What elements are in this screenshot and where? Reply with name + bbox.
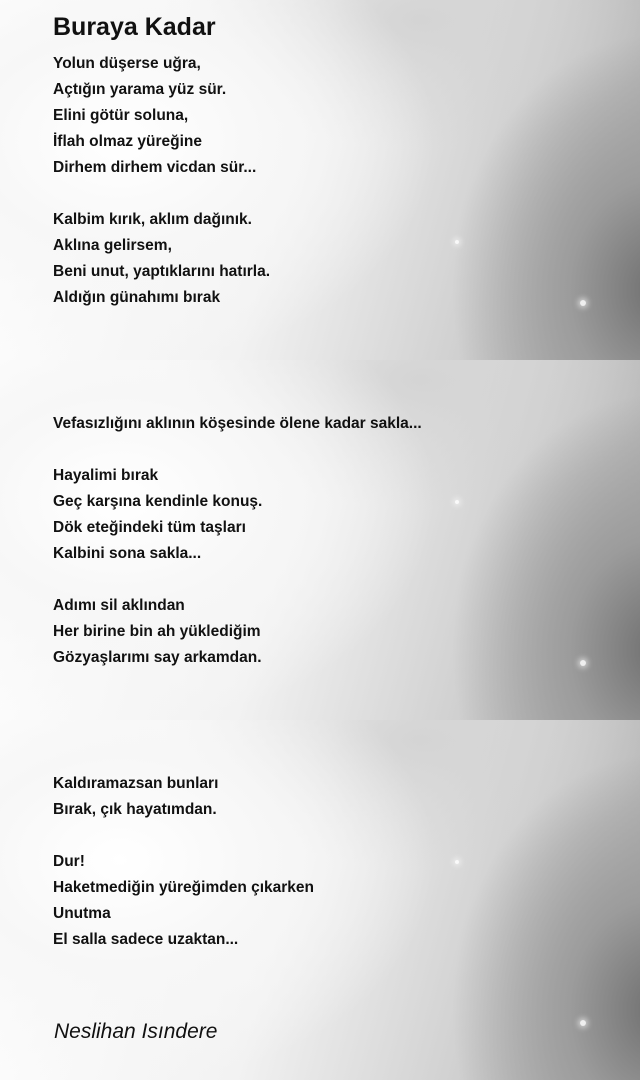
poem-line: El salla sadece uzaktan...: [53, 931, 239, 948]
stanza: [53, 593, 422, 671]
poem-panel-2: [0, 360, 640, 720]
sparkle-decoration: [580, 300, 586, 306]
stanza: [53, 463, 422, 567]
sparkle-decoration: [580, 660, 586, 666]
poem-author: Neslihan Isındere: [54, 1020, 218, 1043]
stanza: [53, 849, 314, 953]
stanza-group: [53, 51, 270, 337]
poem-title: Buraya Kadar: [53, 13, 216, 41]
poem-line: Kalbim kırık, aklım dağınık.: [53, 211, 252, 228]
poem-line: Bırak, çık hayatımdan.: [53, 801, 217, 818]
poem-line: Yolun düşerse uğra,: [53, 55, 201, 72]
stanza-group: [53, 411, 422, 697]
poem-line: Elini götür soluna,: [53, 107, 189, 124]
stanza-group: [53, 771, 314, 979]
stanza: [53, 771, 314, 823]
poem-panel-1: [0, 0, 640, 360]
poem-line: Kaldıramazsan bunları: [53, 775, 219, 792]
poem-line: Aklına gelirsem,: [53, 237, 172, 254]
poem-line: Aldığın günahımı bırak: [53, 289, 221, 306]
sparkle-decoration: [455, 240, 459, 244]
poem-panel-3: [0, 720, 640, 1080]
poem-line: Her birine bin ah yüklediğim: [53, 623, 261, 640]
poem-line: Dirhem dirhem vicdan sür...: [53, 159, 257, 176]
poem-line: Açtığın yarama yüz sür.: [53, 81, 227, 98]
poem-line: Kalbini sona sakla...: [53, 545, 202, 562]
poem-line: Beni unut, yaptıklarını hatırla.: [53, 263, 271, 280]
poem-line: Geç karşına kendinle konuş.: [53, 493, 263, 510]
poem-line: Haketmediğin yüreğimden çıkarken: [53, 879, 315, 896]
sparkle-decoration: [455, 500, 459, 504]
poem-line: Hayalimi bırak: [53, 467, 159, 484]
poem-line: Dök eteğindeki tüm taşları: [53, 519, 246, 536]
sparkle-decoration: [580, 1020, 586, 1026]
poem-line: Vefasızlığını aklının köşesinde ölene kadar sakla...: [53, 415, 422, 432]
poem-line: İflah olmaz yüreğine: [53, 133, 203, 150]
poem-line: Gözyaşlarımı say arkamdan.: [53, 649, 262, 666]
poem-line: Dur!: [53, 853, 85, 870]
poem-line: Adımı sil aklından: [53, 597, 185, 614]
sparkle-decoration: [455, 860, 459, 864]
stanza: [53, 51, 270, 181]
poem-line: Unutma: [53, 905, 111, 922]
stanza: [53, 207, 270, 311]
stanza: [53, 411, 422, 437]
